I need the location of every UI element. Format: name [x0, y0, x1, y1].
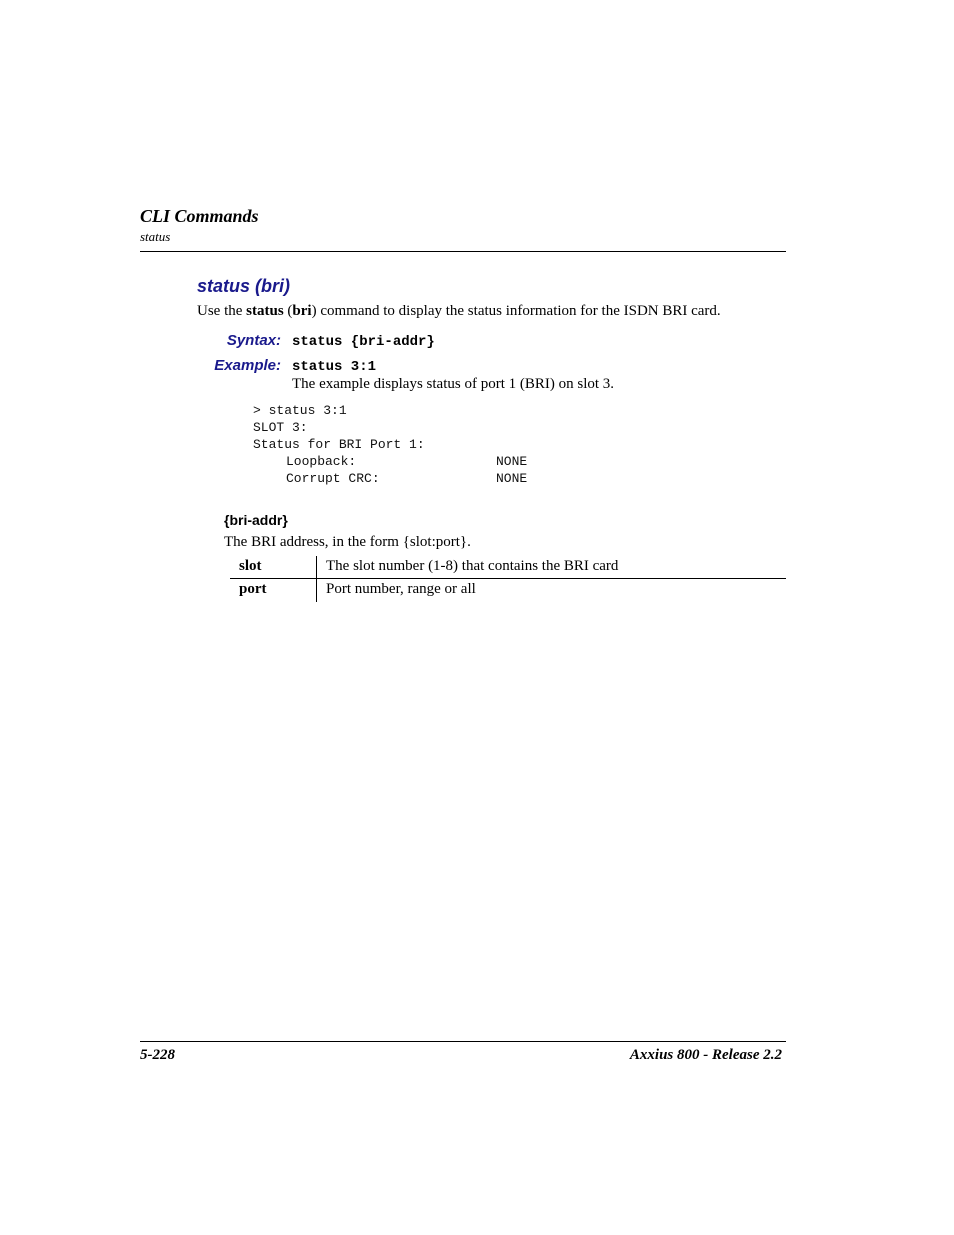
param-name: slot: [230, 556, 317, 578]
chapter-title: CLI Commands: [140, 206, 259, 226]
code-line: [253, 470, 527, 487]
section-intro: [197, 302, 721, 320]
code-line: > status 3:1: [253, 403, 347, 418]
example-command: status 3:1: [292, 359, 377, 375]
intro-after: ) command to display the status information for the ISDN BRI card.: [311, 303, 721, 319]
section-title: status (bri): [197, 276, 291, 296]
code-value: NONE: [496, 454, 528, 469]
code-block: [253, 402, 527, 487]
param-title: {bri-addr}: [224, 512, 288, 528]
table-row: [230, 556, 786, 579]
syntax-command: status {bri-addr}: [292, 334, 435, 350]
footer-divider: [140, 1041, 786, 1042]
code-line: [253, 453, 527, 470]
param-description: The BRI address, in the form {slot:port}.: [224, 534, 471, 550]
product-release: Axxius 800 - Release 2.2: [629, 1047, 782, 1063]
intro-command: status: [246, 303, 284, 319]
header-divider: [140, 251, 786, 252]
table-row: [230, 579, 786, 601]
example-label: Example:: [214, 357, 281, 374]
syntax-label: Syntax:: [226, 332, 281, 349]
code-value: NONE: [496, 471, 528, 486]
page-number: 5-228: [140, 1047, 175, 1063]
code-key: Corrupt CRC:: [286, 471, 380, 486]
param-desc: The slot number (1-8) that contains the BRI card: [326, 558, 619, 574]
code-line: SLOT 3:: [253, 420, 308, 435]
intro-arg: bri: [292, 303, 312, 319]
intro-before: Use the: [197, 303, 247, 319]
param-table: [230, 556, 786, 601]
param-desc: Port number, range or all: [326, 581, 476, 597]
chapter-subtitle: status: [140, 229, 171, 244]
example-description: The example displays status of port 1 (BRI) on slot 3.: [292, 376, 615, 392]
intro-mid: (: [283, 303, 293, 319]
code-line: Status for BRI Port 1:: [253, 437, 425, 452]
code-key: Loopback:: [286, 454, 357, 469]
param-name: port: [230, 579, 317, 602]
